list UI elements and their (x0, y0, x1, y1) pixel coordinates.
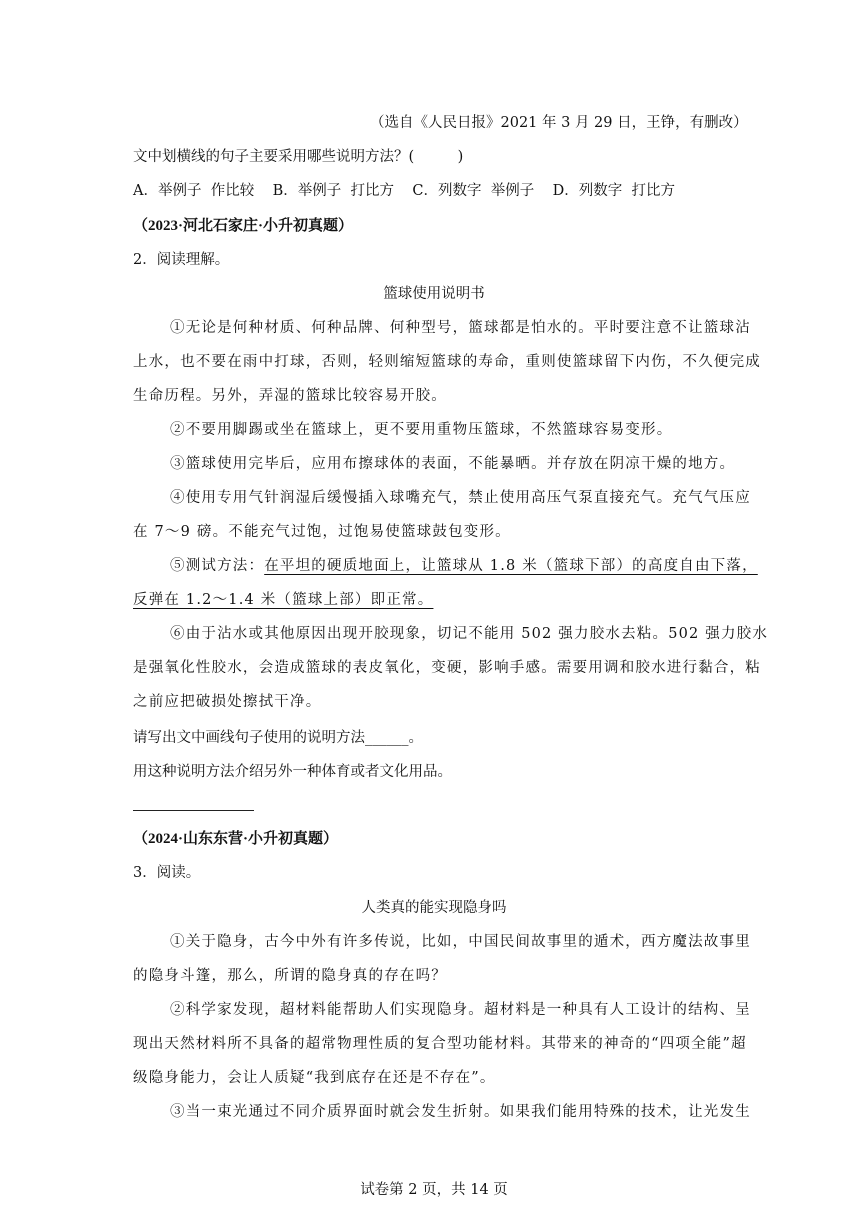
question-prompt: 请写出文中画线句子使用的说明方法______。 (133, 730, 423, 746)
paragraph-line: ③篮球使用完毕后，应用布擦球体的表面，不能暴晒。并存放在阴凉干燥的地方。 (170, 456, 736, 472)
question-source-tag: （2023·河北石家庄·小升初真题） (133, 218, 354, 234)
paragraph-lead: ⑤测试方法： (170, 558, 265, 574)
question-number: 2．阅读理解。 (133, 252, 230, 268)
page-footer: 试卷第 2 页，共 14 页 (360, 1182, 508, 1198)
underlined-sentence: 在平坦的硬质地面上，让篮球从 1.8 米（篮球下部）的高度自由下落， (264, 558, 758, 574)
paragraph-line: 之前应把破损处擦拭干净。 (133, 694, 322, 710)
paragraph-line: ①无论是何种材质、何种品牌、何种型号，篮球都是怕水的。平时要注意不让篮球沾 (170, 320, 751, 336)
paragraph-line: ②科学家发现，超材料能帮助人们实现隐身。超材料是一种具有人工设计的结构、呈 (170, 1002, 751, 1018)
paragraph-line: ①关于隐身，古今中外有许多传说，比如，中国民间故事里的遁术，西方魔法故事里 (170, 934, 751, 950)
paragraph-line: 是强氧化性胶水，会造成篮球的表皮氧化，变硬，影响手感。需要用调和胶水进行黏合，粘 (133, 660, 761, 676)
paragraph-line: ④使用专用气针润湿后缓慢插入球嘴充气，禁止使用高压气泵直接充气。充气气压应 (170, 490, 751, 506)
paragraph-line: 现出天然材料所不具备的超常物理性质的复合型功能材料。其带来的神奇的“四项全能”超 (133, 1036, 747, 1052)
paragraph-line: 生命历程。另外，弄湿的篮球比较容易开胶。 (133, 388, 447, 404)
paragraph-line: ②不要用脚踢或坐在篮球上，更不要用重物压篮球，不然篮球容易变形。 (170, 422, 673, 438)
underlined-sentence: 反弹在 1.2～1.4 米（篮球上部）即正常。 (133, 592, 434, 608)
answer-blank-line (133, 810, 254, 811)
passage-title: 人类真的能实现隐身吗 (361, 900, 507, 916)
question-prompt: 用这种说明方法介绍另外一种体育或者文化用品。 (133, 764, 452, 780)
paragraph-line: 级隐身能力，会让人质疑“我到底存在还是不存在”。 (133, 1070, 496, 1086)
paragraph-line (170, 556, 758, 576)
question-text: 文中划横线的句子主要采用哪些说明方法？( ) (133, 149, 464, 165)
paragraph-line: ⑥由于沾水或其他原因出现开胶现象，切记不能用 502 强力胶水去粘。502 强力胶水 (170, 626, 769, 642)
source-citation: （选自《人民日报》2021 年 3 月 29 日，王铮，有删改） (370, 115, 748, 131)
question-number: 3．阅读。 (133, 865, 201, 881)
question-source-tag: （2024·山东东营·小升初真题） (133, 831, 339, 847)
paragraph-line: ③当一束光通过不同介质界面时就会发生折射。如果我们能用特殊的技术，让光发生 (170, 1104, 751, 1120)
paragraph-line: 上水，也不要在雨中打球，否则，轻则缩短篮球的寿命，重则使篮球留下内伤，不久便完成 (133, 354, 761, 370)
passage-title: 篮球使用说明书 (383, 286, 485, 302)
paragraph-line: 的隐身斗篷，那么，所谓的隐身真的存在吗？ (133, 968, 447, 984)
paragraph-line: 在 7～9 磅。不能充气过饱，过饱易使篮球鼓包变形。 (133, 524, 511, 540)
answer-options: A．举例子 作比较 B．举例子 打比方 C．列数字 举例子 D．列数字 打比方 (133, 183, 676, 199)
